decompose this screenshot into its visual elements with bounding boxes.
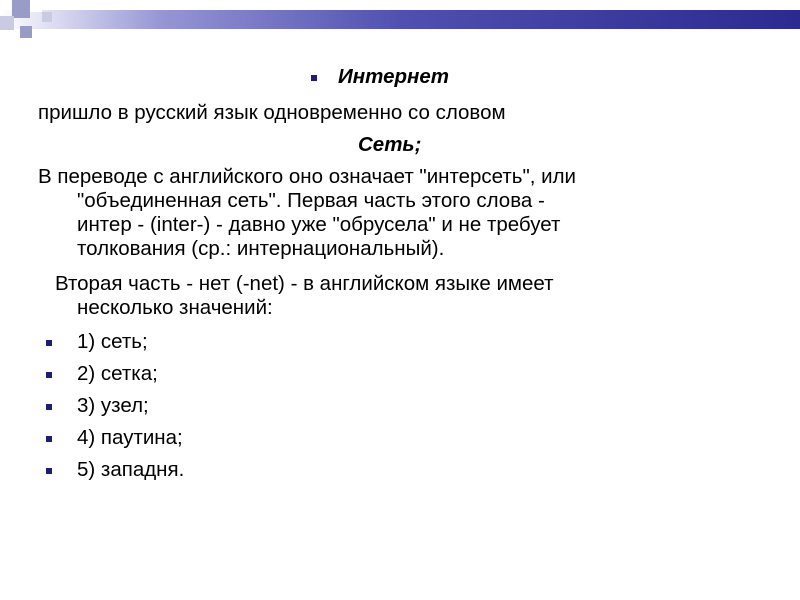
paragraph-line: "объединенная сеть". Первая часть этого слова -: [77, 189, 545, 212]
paragraph-line: толкования (ср.: интернациональный).: [77, 237, 445, 260]
paragraph-line: В переводе с английского оно означает "интерсеть", или: [38, 165, 577, 188]
intro-line: пришло в русский язык одновременно со словом: [38, 101, 506, 124]
list-item: 3) узел;: [77, 394, 149, 417]
decor-square: [20, 26, 32, 38]
square-bullet-icon: [311, 75, 317, 81]
intro-keyword: Сеть;: [358, 133, 422, 156]
square-bullet-icon: [46, 372, 52, 378]
square-bullet-icon: [46, 468, 52, 474]
paragraph-line: несколько значений:: [77, 296, 273, 319]
list-item: 1) сеть;: [77, 330, 148, 353]
list-item: 4) паутина;: [77, 426, 183, 449]
slide-title: Интернет: [338, 65, 450, 88]
header-gradient-bar: [0, 10, 800, 29]
decor-square: [0, 16, 14, 30]
square-bullet-icon: [46, 340, 52, 346]
decor-square: [12, 0, 30, 18]
list-item: 5) западня.: [77, 458, 185, 481]
list-item: 2) сетка;: [77, 362, 158, 385]
decor-square: [30, 0, 42, 12]
paragraph-line: Вторая часть - нет (-net) - в английском языке имеет: [55, 272, 554, 295]
square-bullet-icon: [46, 436, 52, 442]
paragraph-line: интер - (inter-) - давно уже "обрусела" и не требует: [77, 213, 561, 236]
decor-square: [42, 12, 52, 22]
square-bullet-icon: [46, 404, 52, 410]
